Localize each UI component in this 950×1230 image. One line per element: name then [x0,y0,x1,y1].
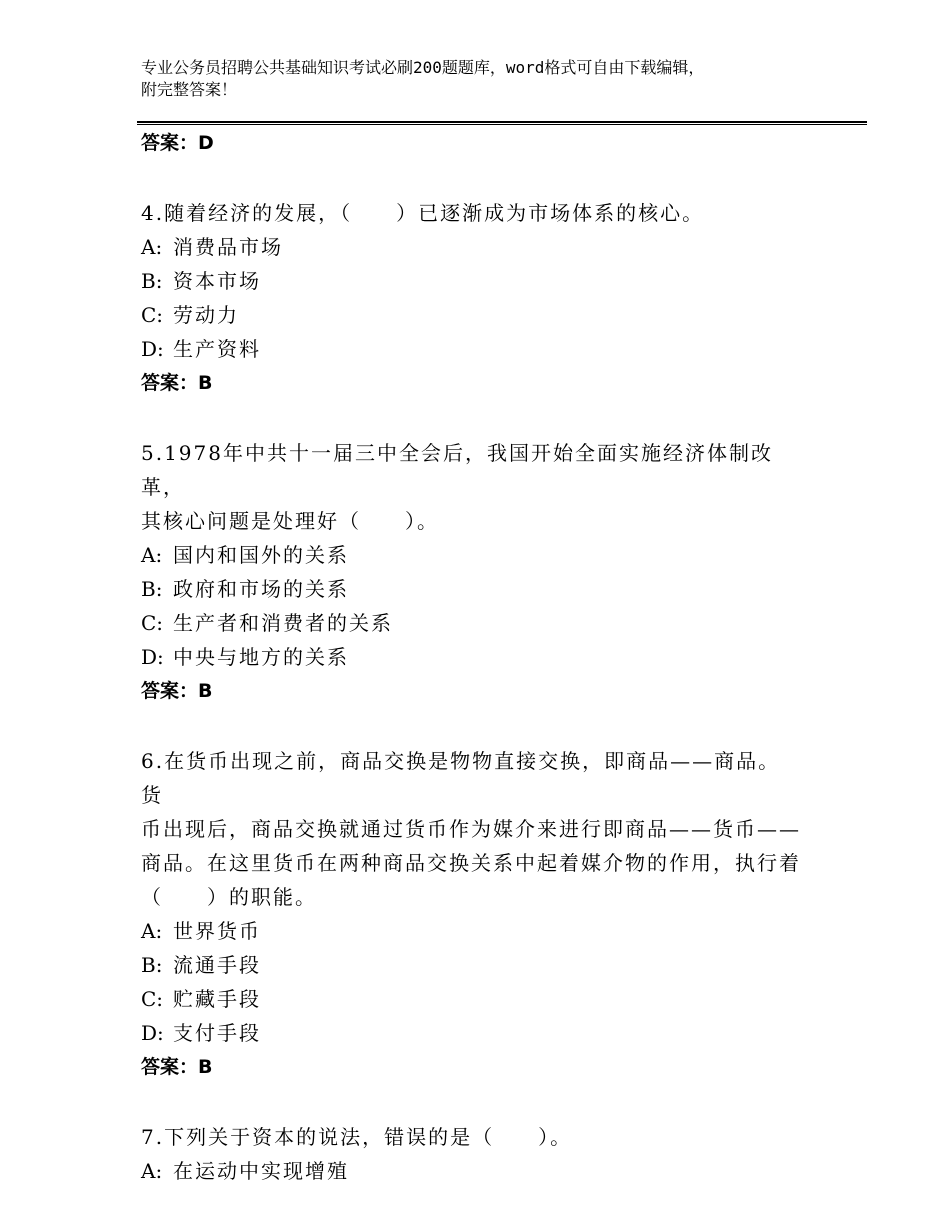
question-list [141,126,801,1188]
option-text: 劳动力 [173,303,239,327]
option-letter: B: [141,577,163,601]
option-text: 资本市场 [173,269,261,293]
page-header [141,57,821,101]
question-stem-line: 5.1978年中共十一届三中全会后，我国开始全面实施经济体制改革， [141,441,773,499]
answer-option [141,1154,801,1188]
question-stem-line: 4.随着经济的发展，（ ）已逐渐成为市场体系的核心。 [141,201,705,225]
question-stem [141,196,801,230]
answer-option [141,948,801,982]
answer-option [141,1016,801,1050]
answer-option [141,982,801,1016]
option-letter: A: [141,543,163,567]
question-stem-line: （ ）的职能。 [141,885,317,909]
answer-key: 答案：B [141,1056,213,1078]
option-text: 政府和市场的关系 [173,577,349,601]
answer-option [141,264,801,298]
question-stem [141,1120,801,1154]
question-stem-line: 6.在货币出现之前，商品交换是物物直接交换，即商品——商品。货 [141,749,781,807]
answer-option [141,230,801,264]
option-text: 贮藏手段 [173,987,261,1011]
answer-key: 答案：D [141,132,214,154]
answer-option [141,606,801,640]
answer-option [141,572,801,606]
question-spacer [141,160,801,196]
question-spacer [141,400,801,436]
question-stem-line: 7.下列关于资本的说法，错误的是（ ）。 [141,1125,573,1149]
answer-key: 答案：B [141,372,213,394]
question-block [141,436,801,708]
option-letter: B: [141,269,163,293]
option-letter: D: [141,337,164,361]
option-text: 在运动中实现增殖 [173,1159,349,1183]
question-spacer [141,1084,801,1120]
option-text: 国内和国外的关系 [173,543,349,567]
question-block [141,196,801,400]
question-stem-line: 商品。在这里货币在两种商品交换关系中起着媒介物的作用，执行着 [141,851,801,875]
header-text-line-1: 专业公务员招聘公共基础知识考试必刷200题题库，word格式可自由下载编辑， [141,58,705,77]
answer-option [141,332,801,366]
option-text: 消费品市场 [173,235,283,259]
answer-option [141,538,801,572]
question-spacer [141,708,801,744]
option-letter: A: [141,235,163,259]
option-letter: C: [141,987,164,1011]
option-text: 世界货币 [173,919,261,943]
option-text: 生产资料 [173,337,261,361]
option-letter: A: [141,919,163,943]
option-text: 流通手段 [173,953,261,977]
option-letter: D: [141,645,164,669]
question-block [141,744,801,1084]
answer-option [141,914,801,948]
option-text: 生产者和消费者的关系 [173,611,393,635]
answer-option [141,640,801,674]
question-stem-line: 其核心问题是处理好（ ）。 [141,509,439,533]
answer-key: 答案：B [141,680,213,702]
question-stem [141,744,801,914]
question-stem-line: 币出现后，商品交换就通过货币作为媒介来进行即商品——货币—— [141,817,801,841]
header-text-line-2: 附完整答案！ [141,80,238,99]
question-block [141,1120,801,1188]
option-letter: C: [141,303,164,327]
option-letter: D: [141,1021,164,1045]
option-letter: A: [141,1159,163,1183]
option-text: 中央与地方的关系 [173,645,349,669]
option-letter: B: [141,953,163,977]
answer-option [141,298,801,332]
option-letter: C: [141,611,164,635]
question-stem [141,436,801,538]
option-text: 支付手段 [173,1021,261,1045]
